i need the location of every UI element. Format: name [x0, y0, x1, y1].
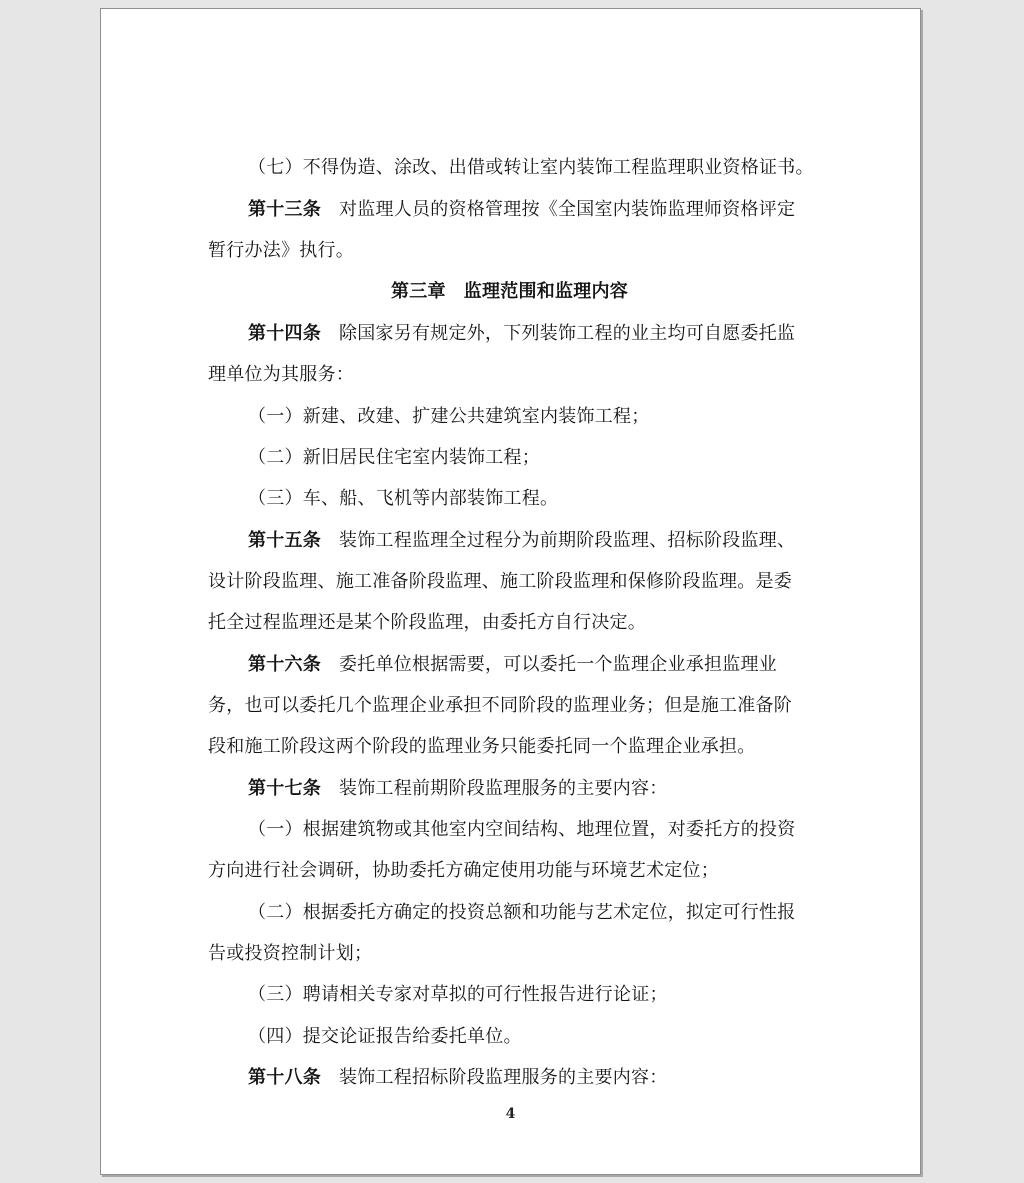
article-number: 第十五条 [248, 530, 321, 551]
text-line: 第十六条 委托单位根据需要，可以委托一个监理企业承担监理业 [248, 654, 777, 675]
article-number: 第十八条 [248, 1067, 321, 1088]
text-line: （四）提交论证报告给委托单位。 [248, 1026, 522, 1047]
article-number: 第十三条 [248, 199, 321, 220]
article-number: 第十七条 [248, 778, 321, 799]
text-line: （一）根据建筑物或其他室内空间结构、地理位置，对委托方的投资 [248, 819, 796, 840]
text-line: （七）不得伪造、涂改、出借或转让室内装饰工程监理职业资格证书。 [248, 157, 814, 178]
text-line: 理单位为其服务： [208, 364, 354, 385]
text-line: （二）根据委托方确定的投资总额和功能与艺术定位，拟定可行性报 [248, 902, 796, 923]
chapter-heading: 第三章 监理范围和监理内容 [391, 281, 628, 302]
text-line: 第十七条 装饰工程前期阶段监理服务的主要内容： [248, 778, 668, 799]
document-page [100, 8, 921, 1175]
text-line: 第十八条 装饰工程招标阶段监理服务的主要内容： [248, 1067, 668, 1088]
text-line: （一）新建、改建、扩建公共建筑室内装饰工程； [248, 406, 650, 427]
article-number: 第十四条 [248, 323, 321, 344]
text-line: 托全过程监理还是某个阶段监理，由委托方自行决定。 [208, 612, 646, 633]
text-line: （三）聘请相关专家对草拟的可行性报告进行论证； [248, 984, 668, 1005]
text-line: 第十五条 装饰工程监理全过程分为前期阶段监理、招标阶段监理、 [248, 530, 796, 551]
text-line: 务，也可以委托几个监理企业承担不同阶段的监理业务；但是施工准备阶 [208, 695, 792, 716]
text-line: （三）车、船、飞机等内部装饰工程。 [248, 488, 559, 509]
text-line: 第十四条 除国家另有规定外，下列装饰工程的业主均可自愿委托监 [248, 323, 796, 344]
text-line: 方向进行社会调研，协助委托方确定使用功能与环境艺术定位； [208, 860, 719, 881]
text-line: （二）新旧居民住宅室内装饰工程； [248, 447, 540, 468]
article-number: 第十六条 [248, 654, 321, 675]
page-number: 4 [505, 1106, 516, 1122]
text-line: 段和施工阶段这两个阶段的监理业务只能委托同一个监理企业承担。 [208, 736, 756, 757]
text-line: 第十三条 对监理人员的资格管理按《全国室内装饰监理师资格评定 [248, 199, 796, 220]
text-line: 设计阶段监理、施工准备阶段监理、施工阶段监理和保修阶段监理。是委 [208, 571, 792, 592]
text-line: 暂行办法》执行。 [208, 240, 354, 261]
text-line: 告或投资控制计划； [208, 943, 373, 964]
